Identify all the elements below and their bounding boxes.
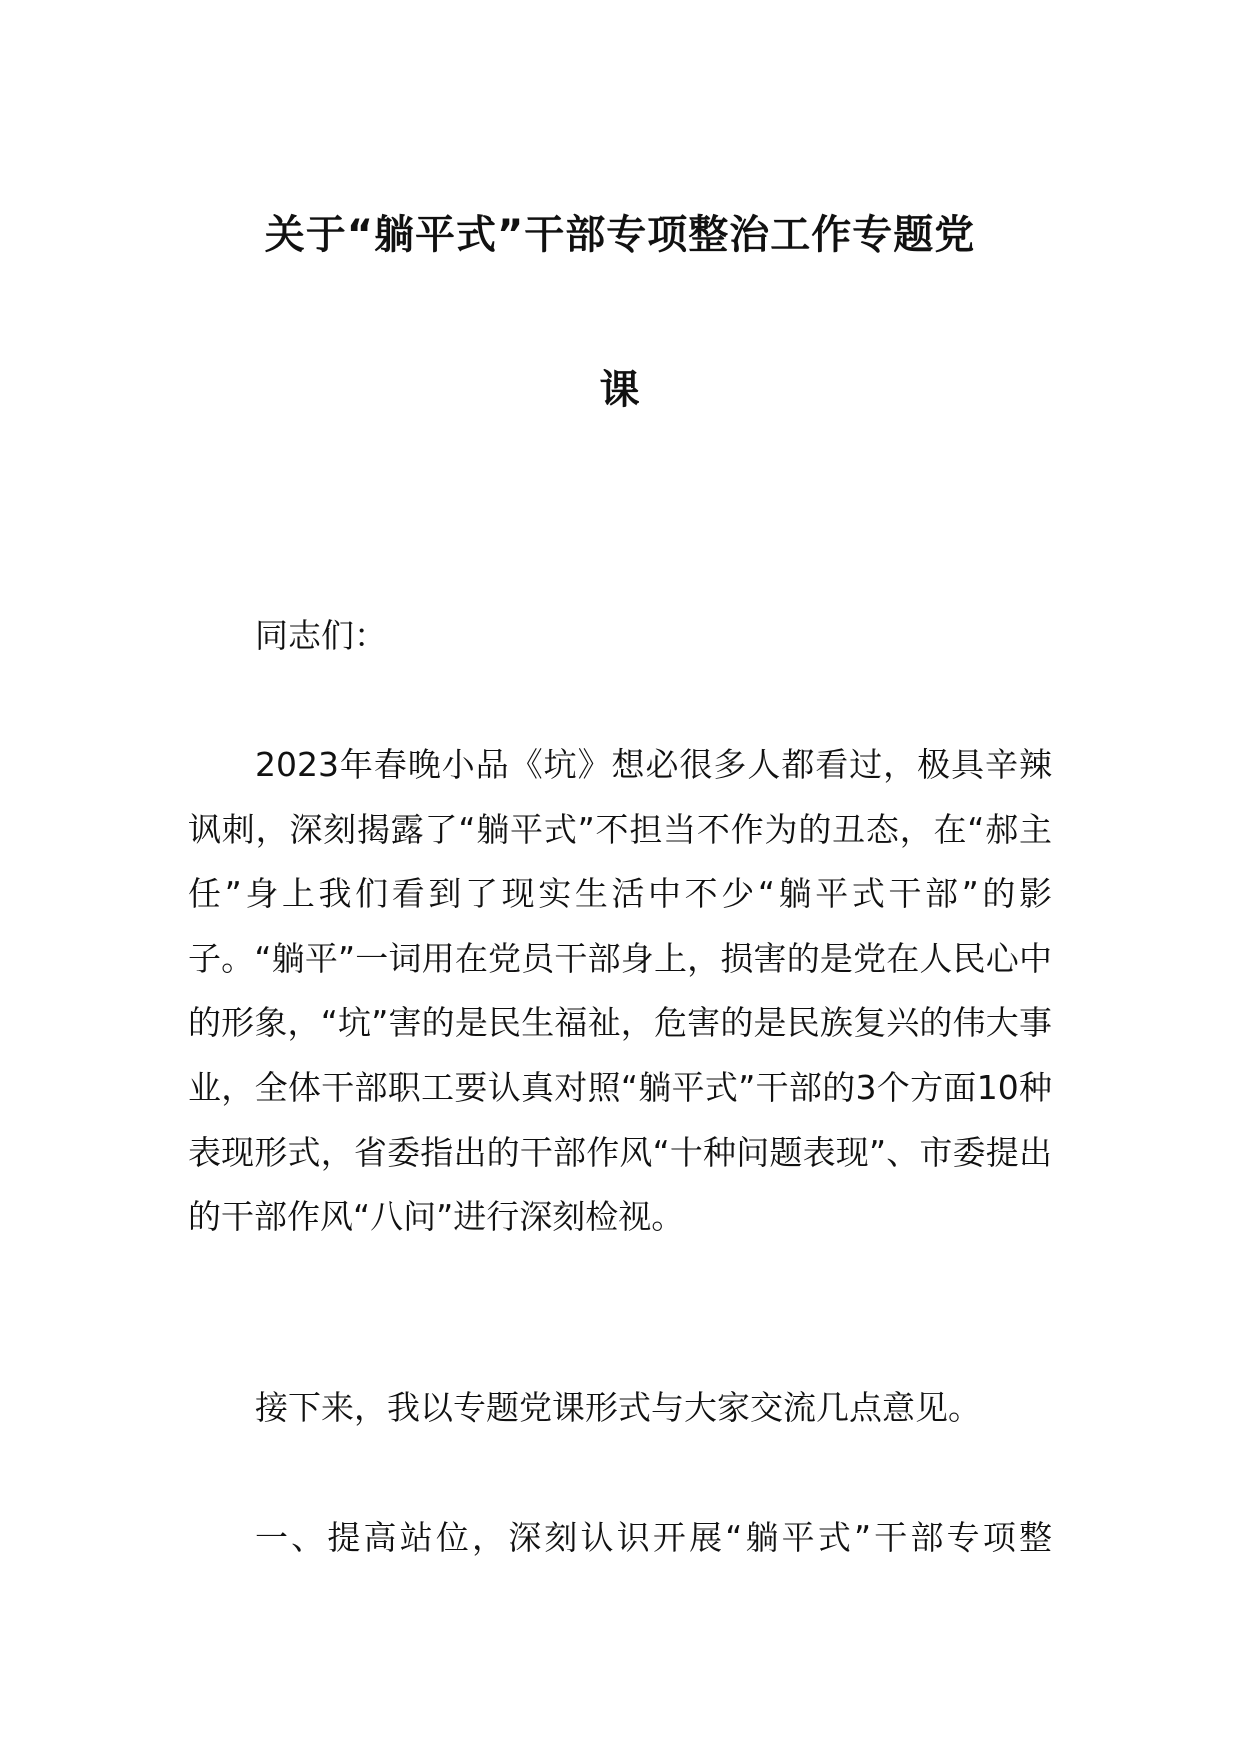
section-heading-1: 一、提高站位，深刻认识开展“躺平式”干部专项整: [255, 1518, 1052, 1557]
body-paragraph-2: 接下来，我以专题党课形式与大家交流几点意见。: [255, 1388, 981, 1427]
document-title-line-1: 关于“躺平式”干部专项整治工作专题党: [264, 212, 976, 258]
body-paragraph-1: 2023年春晚小品《坑》想必很多人都看过，极具辛辣讽刺，深刻揭露了“躺平式”不担当不作为的丑态，在“郝主任”身上我们看到了现实生活中不少“躺平式干部”的影子。“躺平”一词用在党员干部身上，损害的是党在人民心中的形象，“坑”害的是民生福祉，危害的是民族复兴的伟大事业，全体干部职工要认真对照“躺平式”干部的3个方面10种表现形式，省委指出的干部作风“十种问题表现”、市委提出的干部作风“八问”进行深刻检视。: [188, 745, 1052, 1237]
salutation: 同志们：: [255, 616, 387, 655]
document-title-line-2: 课: [599, 367, 641, 413]
